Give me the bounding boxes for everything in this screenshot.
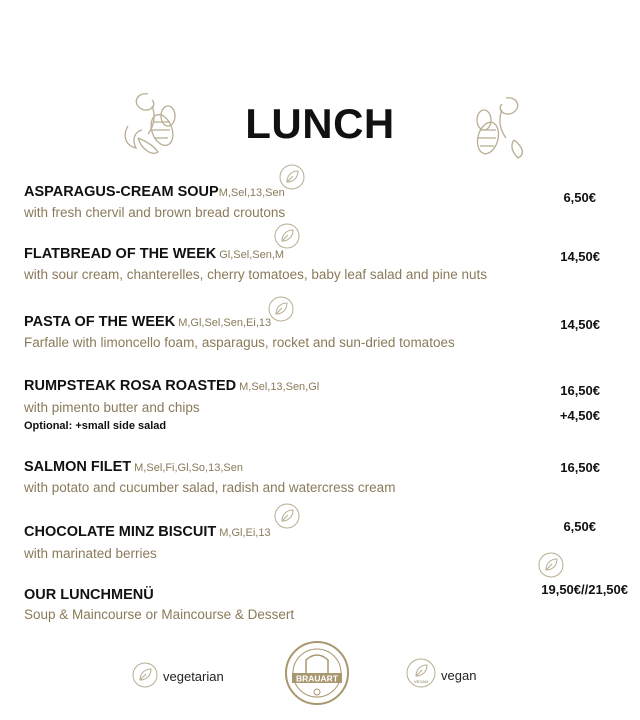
vegetarian-legend-label: vegetarian — [163, 669, 224, 684]
menu-item-price: 16,50€ — [560, 460, 600, 475]
menu-item-name: FLATBREAD OF THE WEEK Gl,Sel,Sen,M — [24, 246, 285, 262]
menu-item-desc: with potato and cucumber salad, radish and watercress cream — [24, 480, 396, 495]
allergens: Gl,Sel,Sen,M — [219, 249, 285, 261]
allergens: M,Gl,Ei,13 — [219, 527, 271, 539]
menu-item-desc: with pimento butter and chips — [24, 400, 200, 415]
vegetarian-leaf-icon — [274, 223, 300, 249]
menu-item-price: 19,50€//21,50€ — [541, 582, 628, 597]
brauart-logo — [284, 640, 350, 706]
menu-item-name: SALMON FILET M,Sel,Fi,Gl,So,13,Sen — [24, 459, 243, 475]
menu-item-price: 14,50€ — [560, 249, 600, 264]
menu-item-desc: Soup & Maincourse or Maincourse & Dessert — [24, 607, 295, 622]
allergens: M,Sel,13,Sen,Gl — [239, 381, 320, 393]
menu-item-desc: with marinated berries — [24, 546, 157, 561]
menu-item-name: RUMPSTEAK ROSA ROASTED M,Sel,13,Sen,Gl — [24, 378, 320, 394]
menu-item-optional-price: +4,50€ — [559, 408, 600, 423]
vegetarian-leaf-icon — [268, 296, 294, 322]
menu-item-optional: Optional: +small side salad — [24, 420, 167, 432]
vegan-badge-text: VEGAN — [413, 679, 429, 684]
menu-item-name: CHOCOLATE MINZ BISCUIT M,Gl,Ei,13 — [24, 524, 271, 540]
menu-item-desc: with fresh chervil and brown bread croutons — [24, 205, 286, 220]
vegan-legend-label: vegan — [441, 668, 477, 683]
allergens: M,Sel,13,Sen — [218, 187, 285, 199]
menu-item-name: ASPARAGUS-CREAM SOUPM,Sel,13,Sen — [24, 184, 285, 200]
menu-item-price: 6,50€ — [563, 190, 596, 205]
logo-text: BRAUART — [295, 673, 339, 684]
menu-item-desc: with sour cream, chanterelles, cherry tomatoes, baby leaf salad and pine nuts — [24, 267, 487, 282]
vegan-legend-icon — [406, 658, 436, 688]
allergens: M,Sel,Fi,Gl,So,13,Sen — [134, 462, 243, 474]
menu-item-name: OUR LUNCHMENÜ — [24, 587, 154, 603]
allergens: M,Gl,Sel,Sen,Ei,13 — [178, 317, 272, 329]
menu-item-desc: Farfalle with limoncello foam, asparagus, rocket and sun-dried tomatoes — [24, 335, 455, 350]
vegetarian-legend-icon — [132, 662, 158, 688]
menu-item-price: 14,50€ — [560, 317, 600, 332]
menu-item-name: PASTA OF THE WEEK M,Gl,Sel,Sen,Ei,13 — [24, 314, 272, 330]
page-title: LUNCH — [245, 100, 395, 147]
vegetarian-leaf-icon — [279, 164, 305, 190]
menu-item-price: 16,50€ — [560, 383, 600, 398]
vegetarian-leaf-icon — [538, 552, 564, 578]
vegetarian-leaf-icon — [274, 503, 300, 529]
menu-item-price: 6,50€ — [563, 519, 596, 534]
